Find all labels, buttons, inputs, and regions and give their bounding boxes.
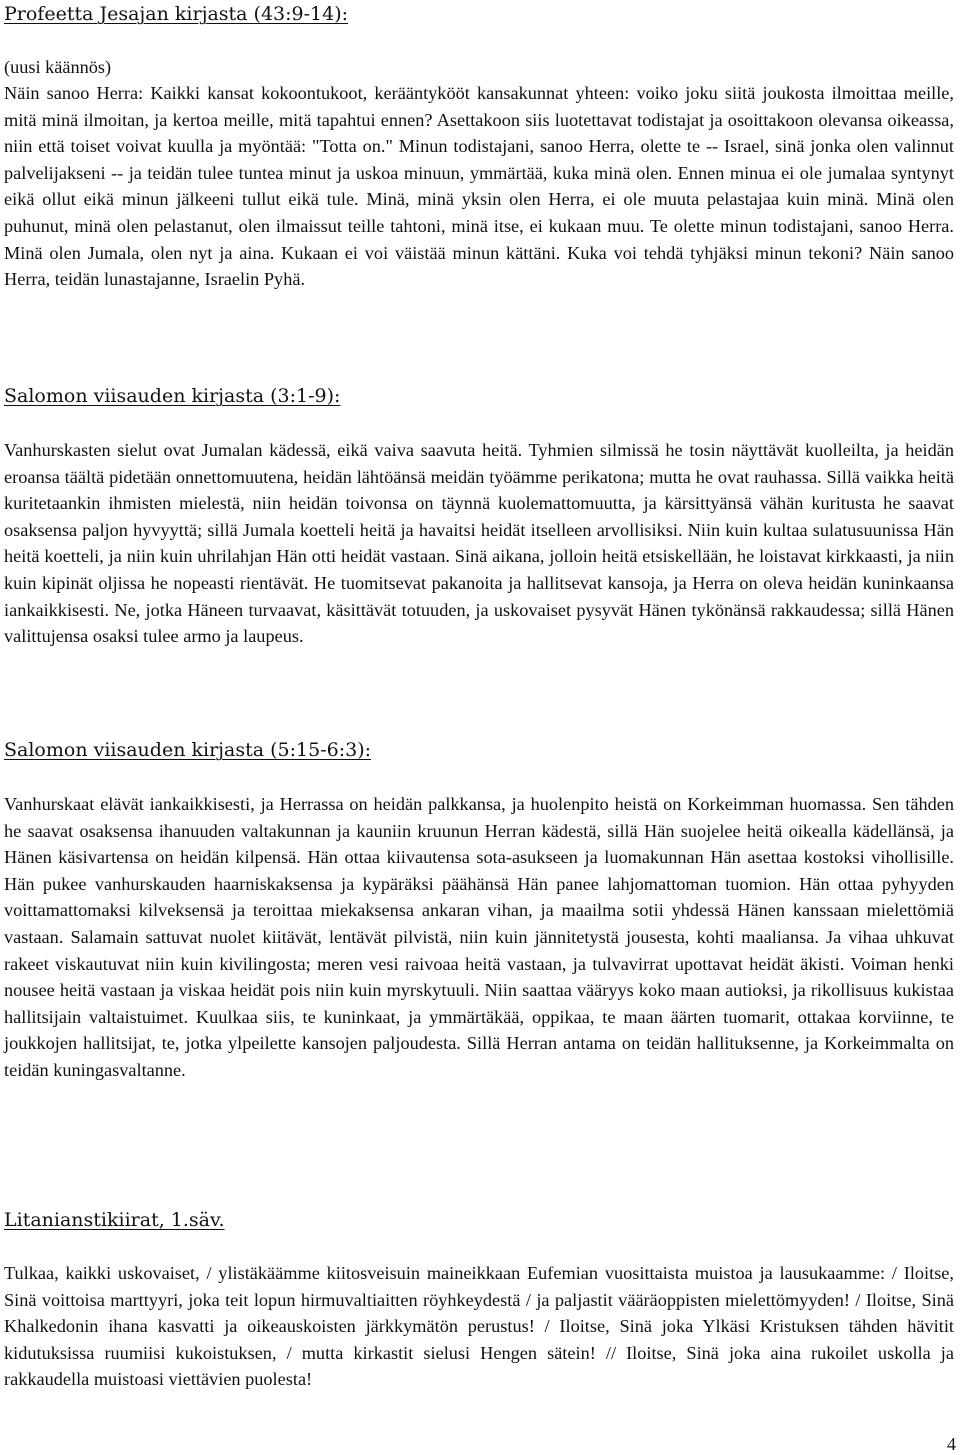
reading-text-isaiah: Näin sanoo Herra: Kaikki kansat kokoontukoot, kerääntykööt kansakunnat yhteen: voiko joku siitä joukosta ilmoittaa meille, mitä minä ilmoitan, ja kertoa meille, mitä tapahtui ennen? Asettakoon siis luotettavat todistajat ja osoittakoon olevansa oikeassa, niin että toiset voivat kuulla ja myöntää: "Totta on." Minun todistajani, sanoo Herra, olette te -- Israel, sinä jonka olen valinnut palvelijakseni -- ja teidän tulee tuntea minut ja uskoa minuun, ymmärtää, kuka minä olen. Ennen minua ei ole jumalaa syntynyt eikä ollut eikä minun jälkeeni tullut eikä tule. Minä, minä yksin olen Herra, ei ole muuta pelastajaa kuin minä. Minä olen puhunut, minä olen pelastanut, olen ilmaissut teille tahtoni, minä itse, ei kukaan muu. Te olette minun todistajani, sanoo Herra. Minä olen Jumala, olen nyt ja aina. Kukaan ei voi väistää minun kättäni. Kuka voi tehdä tyhjäksi minun tekoni? Näin sanoo Herra, teidän lunastajanne, Israelin Pyhä.: [4, 83, 954, 290]
litany-stichera-title: Litanianstikiirat, 1.säv.: [4, 1209, 225, 1231]
reading-title-wisdom-3: Salomon viisauden kirjasta (3:1-9):: [4, 385, 341, 407]
reading-title-isaiah: Profeetta Jesajan kirjasta (43:9-14):: [4, 3, 349, 25]
litany-stichera-text: Tulkaa, kaikki uskovaiset, / ylistäkäämme kiitosveisuin maineikkaan Eufemian vuosittaista muistoa ja lausukaamme: / Iloitse, Sinä voittoisa marttyyri, joka teit lopun hirmuvaltiaitten röyhkeydestä / ja paljastit vääräoppisten mielettömyyden! / Iloitse, Sinä Khalkedonin ihana kasvatti ja oikeauskoisten järkkymätön perustus! / Iloitse, Sinä joka Ylkäsi Kristuksen tähden hävitit kidutuksissa ruumiisi kukoistuksen, / mutta kirkastit sielusi Hengen sätein! // Iloitse, Sinä joka aina rukoilet uskolla ja rakkaudella muistoasi viettävien puolesta!: [4, 1263, 954, 1390]
reading-text-wisdom-3: Vanhurskasten sielut ovat Jumalan kädessä, eikä vaiva saavuta heitä. Tyhmien silmissä he tosin näyttävät kuolleilta, ja heidän eroansa täältä pidetään onnettomuutena, heidän lähtöänsä meidän työämme perikatona; mutta he ovat rauhassa. Sillä vaikka heitä kuritetaankin ihmisten mielestä, niin heidän toivonsa on täynnä kuolemattomuutta, ja kärsittyänsä vähän kuritusta he saavat osaksensa paljon hyvyyttä; sillä Jumala koetteli heitä ja havaitsi heidät itselleen arvollisiksi. Niin kuin kultaa sulatusuunissa Hän heitä koetteli, ja niin kuin uhrilahjan Hän otti heidät vastaan. Sinä aikana, jolloin heitä etsiskellään, he loistavat kirkkaasti, ja niin kuin kipinät oljissa he nopeasti rientävät. He tuomitsevat pakanoita ja hallitsevat kansoja, ja Herra on oleva heidän kuninkaansa iankaikkisesti. Ne, jotka Häneen turvaavat, käsittävät totuuden, ja uskovaiset pysyvät Hänen tykönänsä rakkaudessa; sillä Hänen valittujensa osaksi tulee armo ja laupeus.: [4, 440, 954, 647]
reading-text-wisdom-5: Vanhurskaat elävät iankaikkisesti, ja Herrassa on heidän palkkansa, ja huolenpito heistä on Korkeimman huomassa. Sen tähden he saavat osaksensa ihanuuden valtakunnan ja kauniin kruunun Herran kädestä, sillä Hän suojelee heitä oikealla kädellänsä, ja Hänen käsivartensa on heidän kilpensä. Hän ottaa kiivautensa sota-asukseen ja luomakunnan Hän asettaa kostoksi vihollisille. Hän pukee vanhurskauden haarniskaksensa ja kypäräksi päähänsä Hän panee lahjomattoman tuomion. Hän ottaa pyhyyden voittamattomaksi kilveksensä ja teroittaa miekaksensa ankaran vihan, ja maailma sotii yhdessä Hänen kanssaan mielettömiä vastaan. Salamain sattuvat nuolet kiitävät, lentävät pilvistä, niin kuin jännitetystä jousesta, kohti maaliansa. Ja vihaa uhkuvat rakeet viskautuvat niin kuin kivilingosta; meren vesi raivoaa heitä vastaan, ja tulvavirrat upottavat heidät äkisti. Voiman henki nousee heitä vastaan ja viskaa heidät pois niin kuin myrskytuuli. Niin saattaa vääryys koko maan autioksi, ja rikollisuus kukistaa hallitsijain valtaistuimet. Kuulkaa siis, te kuninkaat, ja ymmärtäkää, oppikaa, te maan äärten tuomarit, ottakaa korviinne, te joukkojen hallitsijat, te, jotka ylpeilette kansojen paljoudesta. Sillä Herran antama on teidän hallituksenne, ja Korkeimmalta on teidän kuningasvaltanne.: [4, 794, 954, 1080]
reading-title-wisdom-5: Salomon viisauden kirjasta (5:15-6:3):: [4, 739, 372, 761]
translation-note: (uusi käännös): [4, 57, 112, 77]
page-number: 4: [947, 1434, 956, 1454]
